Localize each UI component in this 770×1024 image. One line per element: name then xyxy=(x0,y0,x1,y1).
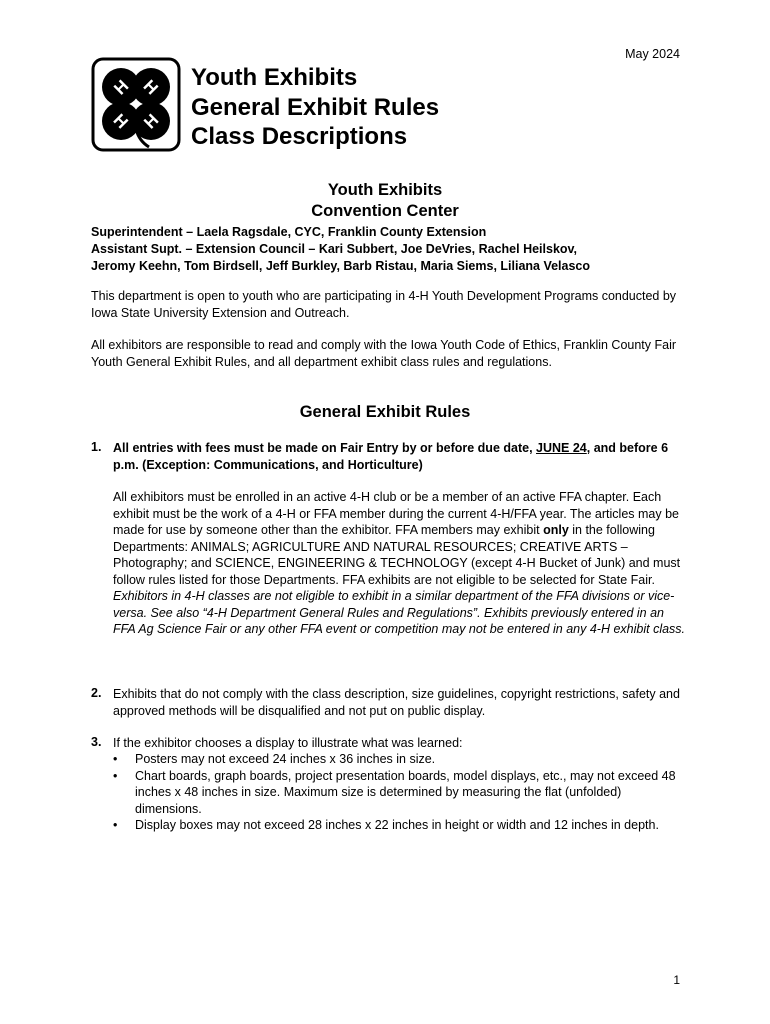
assistant-line: Assistant Supt. – Extension Council – Kari Subbert, Joe DeVries, Rachel Heilskov, xyxy=(91,242,578,256)
title-line: General Exhibit Rules xyxy=(191,93,440,121)
title-line: Class Descriptions xyxy=(191,123,408,150)
rule-1-body-text: All exhibitors must be enrolled in an active 4-H club or be a member of an active FFA chapter. Each exhibit must be the work of a 4-H or FFA member during the current 4-H/FFA year. The articles may be made for use by someone other than the exhibitor. FFA members may exhibit xyxy=(113,490,679,537)
bullet-icon: • xyxy=(113,752,118,766)
rule-1-lead xyxy=(113,440,685,473)
svg-text:H: H xyxy=(109,110,132,133)
rule-3-text: If the exhibitor chooses a display to illustrate what was learned: xyxy=(113,736,463,750)
page-number: 1 xyxy=(673,973,680,987)
emphasis-only: only xyxy=(543,523,569,537)
list-item xyxy=(113,751,685,768)
assistant-names-line: Jeromy Keehn, Tom Birdsell, Jeff Burkley, Barb Ristau, Maria Siems, Liliana Velasco xyxy=(91,259,591,273)
rule-1-body xyxy=(113,489,685,638)
list-item-text: Chart boards, graph boards, project presentation boards, model displays, etc., may not exceed 48 inches x 48 inches in size. Maximum size is determined by measuring the flat (unfolded) dimensions. xyxy=(135,768,676,816)
bullet-icon: • xyxy=(113,818,118,832)
due-date: JUNE 24 xyxy=(536,441,587,455)
list-item-text: Posters may not exceed 24 inches x 36 inches in size. xyxy=(135,752,436,766)
svg-text:H: H xyxy=(110,76,133,99)
svg-text:H: H xyxy=(139,76,162,99)
list-item xyxy=(113,817,685,834)
bullet-icon: • xyxy=(113,768,118,783)
svg-text:H: H xyxy=(140,110,163,133)
document-title xyxy=(191,63,439,152)
title-line: Youth Exhibits xyxy=(191,64,358,91)
rule-number: 2. xyxy=(91,686,102,700)
rule-number: 1. xyxy=(91,440,102,454)
4-h-clover-logo-icon xyxy=(91,57,181,152)
document-date: May 2024 xyxy=(625,47,680,61)
rule-3-bullet-list xyxy=(113,751,685,834)
rule-2-text: Exhibits that do not comply with the class description, size guidelines, copyright restrictions, safety and approved methods will be disqualified and not put on public display. xyxy=(113,687,680,718)
rules-heading: General Exhibit Rules xyxy=(299,403,471,421)
intro-paragraph: This department is open to youth who are participating in 4-H Youth Development Programs conducted by Iowa State University Extension and Outreach. xyxy=(91,289,677,320)
superintendent-line: Superintendent – Laela Ragsdale, CYC, Franklin County Extension xyxy=(91,225,487,239)
rule-number: 3. xyxy=(91,735,102,749)
staff-list xyxy=(91,224,691,275)
section-heading: Youth Exhibits xyxy=(327,181,443,199)
rule-1-body-text-2: in the following Departments: ANIMALS; AGRICULTURE AND NATURAL RESOURCES; CREATIVE ARTS – Photography; and SCIENCE, ENGINEERING & TECHNOLOGY (except 4-H Bucket of Junk) and must follow rules listed for those Departments. FFA exhibits are not eligible to be selected for State Fair. xyxy=(113,523,681,587)
section-subheading: Convention Center xyxy=(311,202,459,220)
list-item-text: Display boxes may not exceed 28 inches x 22 inches in height or width and 12 inches in depth. xyxy=(135,818,659,832)
rule-1-italic-note: Exhibitors in 4-H classes are not eligible to exhibit in a similar department of the FFA divisions or vice-versa. See also “4-H Department General Rules and Regulations”. Exhibits previously entered in an FFA Ag Science Fair or any other FFA event or competition may not be entered in any 4-H exhibit class. xyxy=(113,589,686,636)
rule-1-lead-text: All entries with fees must be made on Fair Entry by or before due date, xyxy=(113,441,537,455)
list-item xyxy=(113,768,685,818)
intro-paragraph-2: All exhibitors are responsible to read and comply with the Iowa Youth Code of Ethics, Franklin County Fair Youth General Exhibit Rules, and all department exhibit class rules and regulations. xyxy=(91,338,677,369)
rule-1-lead-text-2: , and before 6 p.m. (Exception: Communications, and Horticulture) xyxy=(113,441,669,472)
